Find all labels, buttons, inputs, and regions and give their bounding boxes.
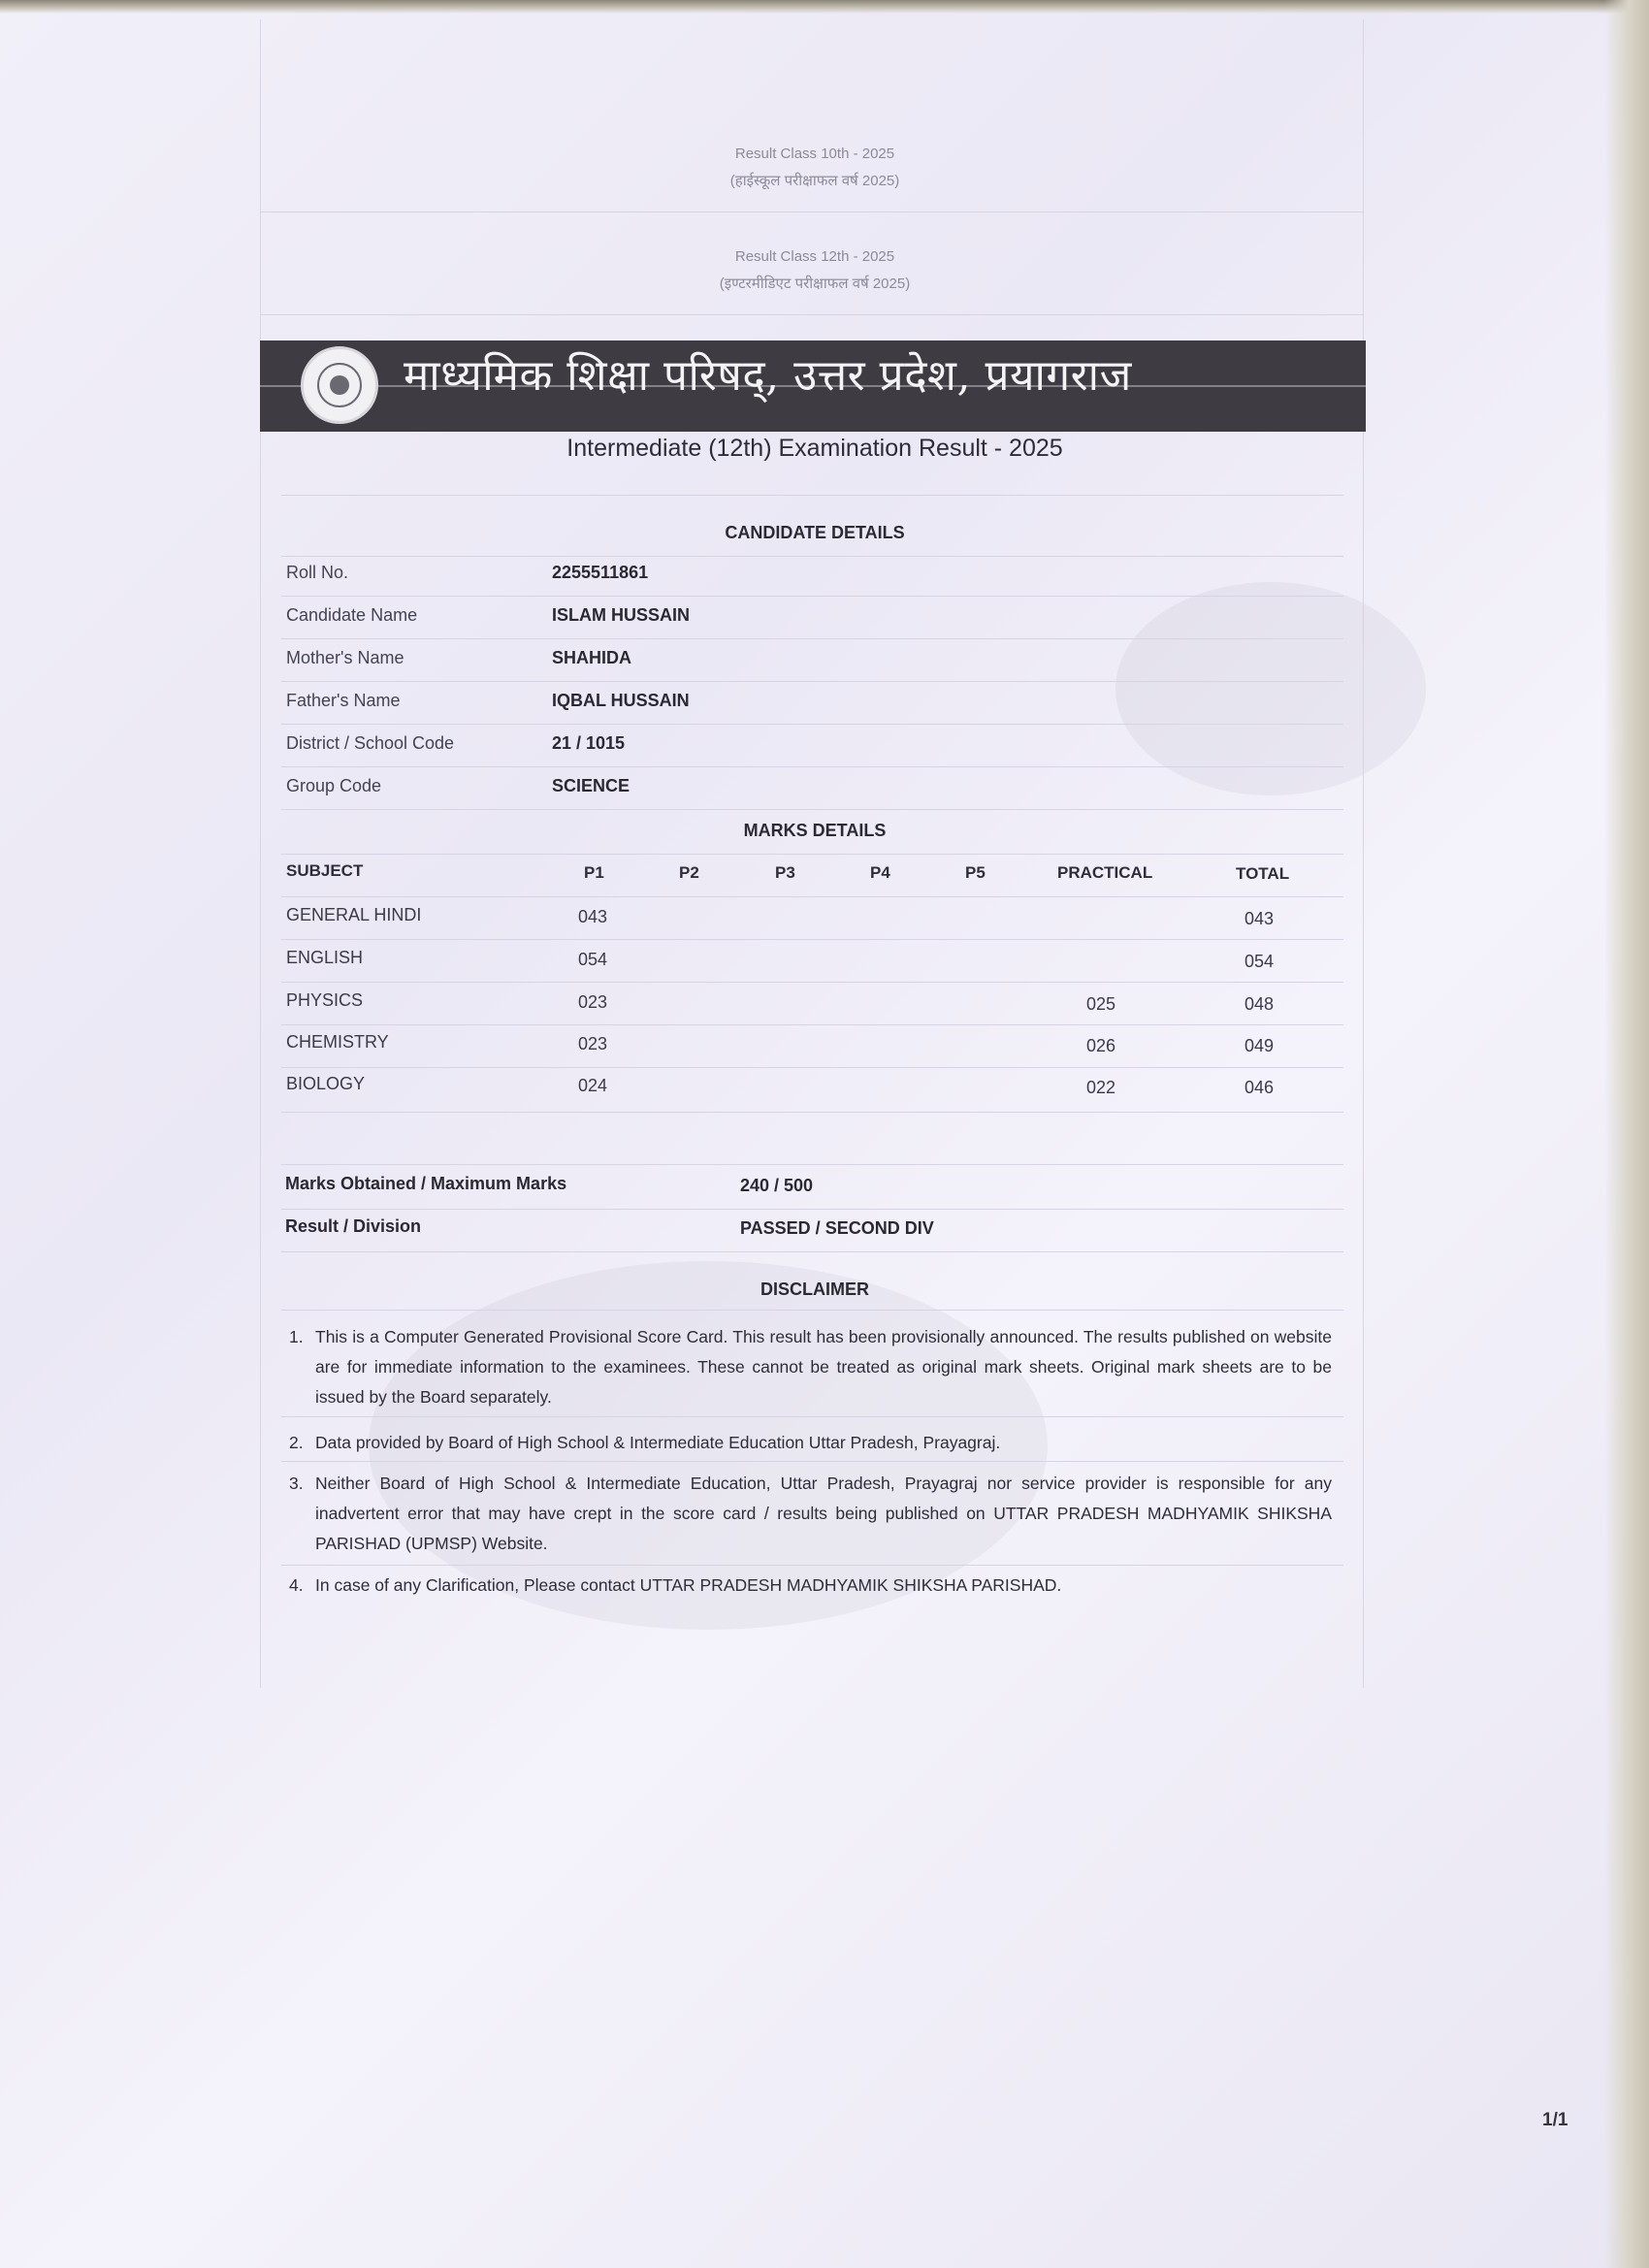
result-class10-hindi-link[interactable]: (हाईस्कूल परीक्षाफल वर्ष 2025) (729, 173, 900, 189)
field-roll-no (286, 563, 1343, 592)
divider (281, 556, 1343, 557)
disclaimer-item (289, 1469, 1332, 1559)
cell-p1: 054 (578, 950, 608, 969)
field-father-name (286, 691, 1343, 720)
header-p4: P4 (870, 863, 890, 882)
header-p3: P3 (775, 863, 795, 882)
disclaimer-number: 3. (289, 1474, 304, 1493)
result-class10-link[interactable]: Result Class 10th - 2025 (734, 146, 895, 162)
divider (281, 596, 1343, 597)
divider (281, 638, 1343, 639)
divider (281, 724, 1343, 725)
divider (281, 1067, 1343, 1068)
paper-top-edge (0, 0, 1649, 14)
field-label: Mother's Name (286, 648, 404, 667)
divider (281, 809, 1343, 810)
page-number: 1/1 (1542, 2110, 1568, 2130)
board-emblem-icon (301, 346, 378, 424)
disclaimer-number: 1. (289, 1327, 304, 1346)
disclaimer-item (289, 1571, 1332, 1601)
cell-total: 046 (1245, 1078, 1275, 1097)
divider (281, 1024, 1343, 1025)
cell-subject: CHEMISTRY (286, 1032, 389, 1052)
divider (260, 314, 1363, 315)
cell-total: 049 (1245, 1036, 1275, 1055)
cell-p1: 023 (578, 1034, 608, 1053)
exam-title: Intermediate (12th) Examination Result - 2025 (566, 435, 1063, 462)
field-label: Group Code (286, 776, 382, 795)
divider (281, 495, 1343, 496)
result-class12-hindi-link[interactable]: (इण्टरमीडिएट परीक्षाफल वर्ष 2025) (719, 275, 911, 292)
disclaimer-item (289, 1428, 1332, 1458)
divider (281, 1416, 1343, 1417)
divider (281, 1112, 1343, 1113)
field-value: SHAHIDA (552, 648, 632, 667)
board-name-hindi: माध्यमिक शिक्षा परिषद्, उत्तर प्रदेश, प्रयागराज (404, 351, 1132, 401)
cell-practical: 026 (1086, 1036, 1116, 1055)
page-border-right (1363, 19, 1364, 1688)
cell-p1: 023 (578, 992, 608, 1012)
field-value: SCIENCE (552, 776, 630, 795)
disclaimer-text: In case of any Clarification, Please contact UTTAR PRADESH MADHYAMIK SHIKSHA PARISHAD. (315, 1575, 1062, 1595)
header-p5: P5 (965, 863, 986, 882)
disclaimer-number: 4. (289, 1575, 304, 1595)
field-district-school-code (286, 733, 1343, 762)
field-label: Roll No. (286, 563, 349, 582)
header-practical: PRACTICAL (1057, 863, 1153, 882)
cell-p1: 043 (578, 907, 608, 926)
field-group-code (286, 776, 1343, 805)
result-division-value: PASSED / SECOND DIV (740, 1218, 934, 1238)
divider (281, 982, 1343, 983)
cell-subject: PHYSICS (286, 990, 364, 1010)
divider (281, 1164, 1343, 1165)
field-label: Father's Name (286, 691, 401, 710)
marks-details-heading: MARKS DETAILS (743, 821, 887, 840)
cell-subject: GENERAL HINDI (286, 905, 422, 924)
field-mother-name (286, 648, 1343, 677)
cell-practical: 022 (1086, 1078, 1116, 1097)
result-division-label: Result / Division (285, 1216, 422, 1236)
disclaimer-text: Neither Board of High School & Intermediate Education, Uttar Pradesh, Prayagraj nor service provider is responsible for any inadvertent error that may have crept in the score card / results being published on UTTAR PRADESH MADHYAMIK SHIKSHA PARISHAD (UPMSP) Website. (315, 1474, 1332, 1553)
result-class12-link[interactable]: Result Class 12th - 2025 (734, 248, 895, 265)
field-value: IQBAL HUSSAIN (552, 691, 690, 710)
divider (281, 1310, 1343, 1311)
divider (281, 1251, 1343, 1252)
field-value: 21 / 1015 (552, 733, 626, 753)
marks-obtained-value: 240 / 500 (740, 1176, 814, 1195)
divider (281, 939, 1343, 940)
cell-subject: BIOLOGY (286, 1074, 366, 1093)
header-p1: P1 (584, 863, 604, 882)
disclaimer-heading: DISCLAIMER (760, 1280, 869, 1299)
board-banner (260, 340, 1366, 432)
divider (281, 896, 1343, 897)
cell-total: 048 (1245, 994, 1275, 1014)
divider (281, 1565, 1343, 1566)
divider (281, 1461, 1343, 1462)
header-subject: SUBJECT (286, 861, 364, 880)
divider (260, 211, 1363, 212)
cell-total: 043 (1245, 909, 1275, 928)
field-label: Candidate Name (286, 605, 418, 625)
disclaimer-text: This is a Computer Generated Provisional Score Card. This result has been provisionally announced. The results published on website are for immediate information to the examinees. These cannot be treated as original mark sheets. Original mark sheets are to be issued by the Board separately. (315, 1327, 1332, 1407)
field-value: 2255511861 (552, 563, 649, 582)
marks-obtained-label: Marks Obtained / Maximum Marks (285, 1174, 567, 1193)
page-border-left (260, 19, 261, 1688)
divider (281, 1209, 1343, 1210)
field-value: ISLAM HUSSAIN (552, 605, 691, 625)
disclaimer-text: Data provided by Board of High School & Intermediate Education Uttar Pradesh, Prayagraj. (315, 1433, 1001, 1452)
cell-total: 054 (1245, 952, 1275, 971)
paper-right-edge (1604, 0, 1649, 2268)
header-total: TOTAL (1236, 864, 1290, 883)
divider (281, 766, 1343, 767)
cell-p1: 024 (578, 1076, 608, 1095)
disclaimer-number: 2. (289, 1433, 304, 1452)
field-label: District / School Code (286, 733, 455, 753)
field-candidate-name (286, 605, 1343, 634)
divider (281, 854, 1343, 855)
header-p2: P2 (679, 863, 699, 882)
divider (281, 681, 1343, 682)
disclaimer-item (289, 1322, 1332, 1412)
cell-subject: ENGLISH (286, 948, 364, 967)
cell-practical: 025 (1086, 994, 1116, 1014)
candidate-details-heading: CANDIDATE DETAILS (725, 523, 905, 542)
